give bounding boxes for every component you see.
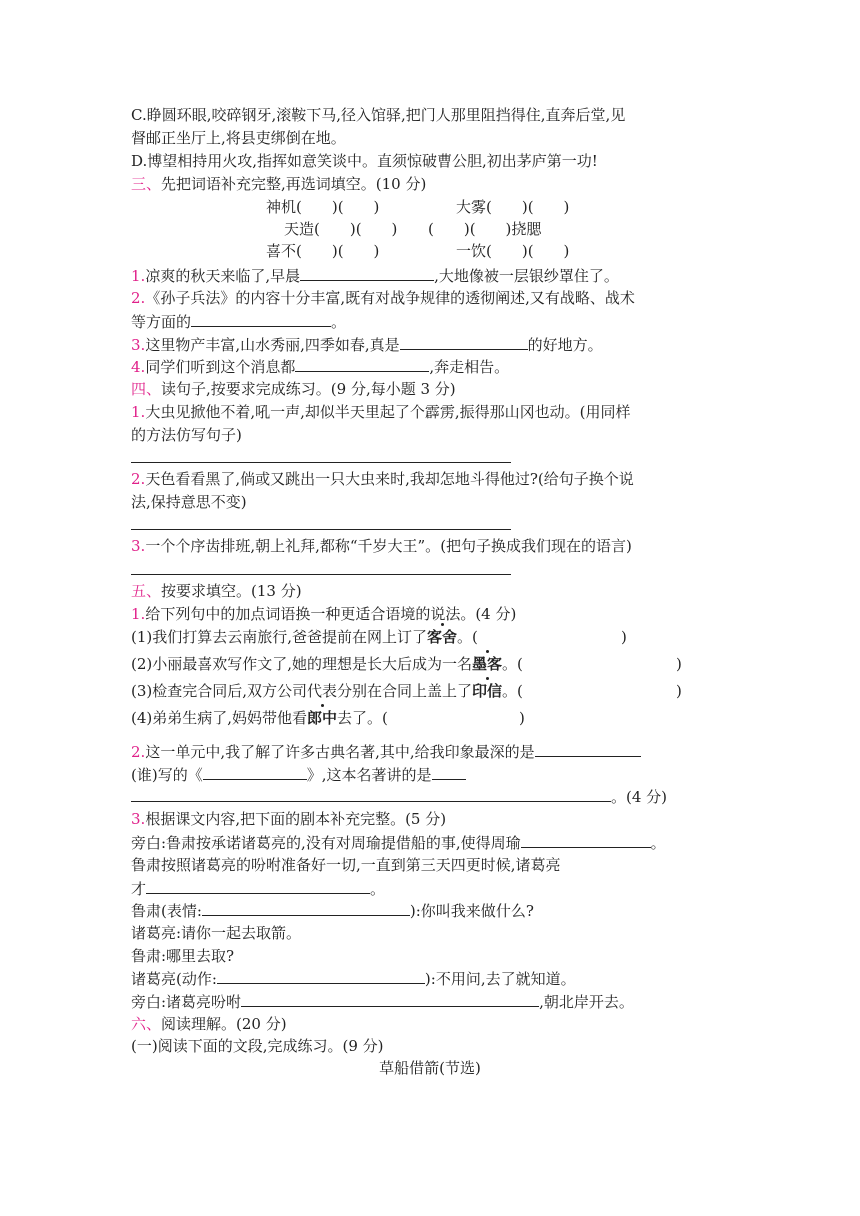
s5-s3-close: ) [676, 682, 682, 700]
script-l4-end: ):你叫我来做什么? [409, 902, 534, 920]
script-l4-text: 鲁肃(表情: [131, 902, 202, 920]
s3-q1-text-a: 凉爽的秋天来临了,早晨 [145, 267, 301, 285]
s5-q2-summary-blank-b[interactable] [131, 785, 611, 802]
s4-q2-text-a: 天色看看黑了,倘或又跳出一只大虫来时,我却怎地斗得他过?(给句子换个说 [145, 470, 634, 488]
idiom-5: 喜不( )( ) [266, 242, 380, 260]
s3-q2-text-b: 等方面的 [131, 313, 192, 331]
script-l3-text: 才 [131, 880, 147, 898]
s3-q2-blank[interactable] [191, 310, 331, 327]
s5-s4-open: 去了。( [337, 709, 388, 727]
s5-s4-close: ) [519, 709, 525, 727]
s3-q3-text-a: 这里物产丰富,山水秀丽,四季如春,真是 [145, 336, 400, 354]
s4-q1-line2: 的方法仿写句子) [131, 426, 242, 444]
s3-q2-number: 2. [131, 289, 146, 307]
script-l7-text: 诸葛亮(动作: [131, 970, 217, 988]
s5-s1-close: ) [621, 628, 627, 646]
s4-q2-line2: 法,保持意思不变) [131, 493, 247, 511]
script-line-2: 鲁肃按照诸葛亮的吩咐准备好一切,一直到第三天四更时候,诸葛亮 [131, 856, 561, 874]
s5-q3-number: 3. [131, 810, 146, 828]
section3-title: 先把词语补充完整,再选词填空。(10 分) [161, 175, 427, 193]
s5-s1-open: 。( [457, 628, 478, 646]
s4-q3-answer-line[interactable] [131, 574, 511, 575]
section4-title: 读句子,按要求完成练习。(9 分,每小题 3 分) [161, 380, 456, 398]
s5-q1-sentence-1 [131, 626, 478, 649]
s3-q2-line2 [131, 310, 346, 334]
s3-q2-text-c: 。 [331, 313, 347, 331]
option-c-line1: C.睁圆环眼,咬碎钢牙,滚鞍下马,径入馆驿,把门人那里阻挡得住,直奔后堂,见 [131, 106, 626, 124]
script-line-8 [131, 990, 634, 1014]
idiom-4: ( )( )挠腮 [428, 220, 542, 238]
s3-q1 [131, 264, 619, 288]
script-order-blank[interactable] [241, 990, 539, 1007]
s5-q2-book-blank[interactable] [203, 763, 307, 780]
s4-q2-line1 [131, 468, 634, 491]
script-l7-end: ):不用问,去了就知道。 [424, 970, 576, 988]
idiom-6: 一饮( )( ) [456, 242, 570, 260]
s5-q2-text-b: (谁)写的《 [131, 766, 203, 784]
s3-q4-blank[interactable] [295, 355, 429, 372]
s5-q1-sentence-3 [131, 680, 523, 703]
script-line-6: 鲁肃:哪里去取? [131, 947, 235, 965]
s5-s2-text: (2)小丽最喜欢写作文了,她的理想是长大后成为一名 [131, 655, 473, 673]
s5-s3-answer[interactable] [600, 680, 670, 700]
s4-q2-answer-line[interactable] [131, 529, 511, 530]
script-expression-blank[interactable] [202, 899, 410, 916]
script-l1-end: 。 [650, 834, 666, 852]
s3-q2-text-a: 《孙子兵法》的内容十分丰富,既有对战争规律的透彻阐述,又有战略、战术 [145, 289, 635, 307]
s3-q3-number: 3. [131, 336, 146, 354]
s4-q3-number: 3. [131, 537, 146, 555]
idiom-3: 天造( )( ) [284, 220, 398, 238]
option-d-line: D.博望相持用火攻,指挥如意笑谈中。直须惊破曹公胆,初出茅庐第一功! [131, 152, 598, 170]
section4-heading [131, 378, 456, 401]
s5-s3-open: 。( [502, 682, 523, 700]
dotted-word-2: 墨客 [472, 653, 502, 676]
s5-q2-text-a: 这一单元中,我了解了许多古典名著,其中,给我印象最深的是 [145, 743, 535, 761]
s4-q1-answer-line[interactable] [131, 462, 511, 463]
s4-q3-text-a: 一个个序齿排班,朝上礼拜,都称“千岁大王”。(把句子换成我们现在的语言) [145, 537, 632, 555]
s5-s1-answer[interactable] [549, 626, 613, 646]
section5-heading [131, 580, 302, 603]
s5-s2-close: ) [676, 655, 682, 673]
s5-q1-number: 1. [131, 605, 146, 623]
dotted-word-4: 郎中 [307, 707, 337, 730]
dotted-word-3: 印信 [472, 680, 502, 703]
s4-q2-number: 2. [131, 470, 146, 488]
s5-s3-text: (3)检查完合同后,双方公司代表分别在合同上盖上了 [131, 682, 473, 700]
s5-q1 [131, 603, 516, 626]
s5-q1-text: 给下列句中的加点词语换一种更适合语境的说法。(4 分) [145, 605, 517, 623]
script-line-7 [131, 967, 576, 991]
section5-number: 五、 [131, 582, 162, 600]
s3-q1-text-b: ,大地像被一层银纱罩住了。 [434, 267, 619, 285]
script-action-blank[interactable] [217, 967, 425, 984]
section5-title: 按要求填空。(13 分) [161, 582, 302, 600]
s4-q1-number: 1. [131, 403, 146, 421]
script-l8-text: 旁白:诸葛亮吩咐 [131, 993, 242, 1011]
s5-s1-text: (1)我们打算去云南旅行,爸爸提前在网上订了 [131, 628, 428, 646]
script-line-3 [131, 877, 385, 901]
s5-q1-sentence-2 [131, 653, 523, 676]
s5-q2-text-c: 》,这本名著讲的是 [306, 766, 432, 784]
s5-q1-sentence-4 [131, 707, 388, 730]
s3-q3-text-b: 的好地方。 [527, 336, 603, 354]
script-line-4 [131, 899, 534, 923]
s5-q2-line3 [131, 785, 667, 809]
script-l8-end: ,朝北岸开去。 [539, 993, 634, 1011]
section3-number: 三、 [131, 175, 162, 193]
s3-q4-text-a: 同学们听到这个消息都 [145, 358, 296, 376]
section4-number: 四、 [131, 380, 162, 398]
s5-s4-answer[interactable] [440, 707, 512, 727]
s3-q2-line1 [131, 287, 635, 310]
s5-s2-open: 。( [502, 655, 523, 673]
s5-q2-line1 [131, 740, 641, 764]
s3-q1-number: 1. [131, 267, 146, 285]
script-line-1 [131, 831, 666, 855]
s4-q1-text-a: 大虫见掀他不着,吼一声,却似半天里起了个霹雳,振得那山冈也动。(用同样 [145, 403, 631, 421]
idiom-1: 神机( )( ) [266, 198, 380, 216]
section6-sub-heading: (一)阅读下面的文段,完成练习。(9 分) [131, 1037, 384, 1055]
s3-q4 [131, 355, 509, 379]
s3-q1-blank[interactable] [300, 264, 434, 281]
s5-q2-text-d: 。(4 分) [611, 788, 668, 806]
script-l3-blank[interactable] [146, 877, 370, 894]
script-line-5: 诸葛亮:请你一起去取箭。 [131, 924, 302, 942]
s5-q3-text: 根据课文内容,把下面的剧本补充完整。(5 分) [145, 810, 447, 828]
section3-heading [131, 173, 426, 196]
script-l1-text: 旁白:鲁肃按承诺诸葛亮的,没有对周瑜提借船的事,使得周瑜 [131, 834, 521, 852]
script-l3-end: 。 [370, 880, 386, 898]
s3-q3-blank[interactable] [400, 333, 528, 350]
s4-q1-line1 [131, 401, 630, 424]
s5-q2-summary-blank-a[interactable] [432, 763, 466, 780]
section6-number: 六、 [131, 1015, 162, 1033]
s3-q4-number: 4. [131, 358, 146, 376]
script-l1-blank[interactable] [521, 831, 651, 848]
s5-q2-line2 [131, 763, 466, 787]
section6-heading [131, 1013, 287, 1036]
dotted-word-1: 客舍 [427, 626, 457, 649]
s3-q3 [131, 333, 603, 357]
s5-s4-text: (4)弟弟生病了,妈妈带他看 [131, 709, 308, 727]
s5-q2-number: 2. [131, 743, 146, 761]
s3-q4-text-b: ,奔走相告。 [429, 358, 510, 376]
idiom-2: 大雾( )( ) [456, 198, 570, 216]
s5-s2-answer[interactable] [600, 653, 670, 673]
option-c-line2: 督邮正坐厅上,将县吏绑倒在地。 [131, 129, 346, 147]
s5-q2-author-blank[interactable] [535, 740, 641, 757]
s4-q3 [131, 535, 632, 558]
s5-q3 [131, 808, 446, 831]
passage-title: 草船借箭(节选) [379, 1059, 481, 1077]
section6-title: 阅读理解。(20 分) [161, 1015, 287, 1033]
